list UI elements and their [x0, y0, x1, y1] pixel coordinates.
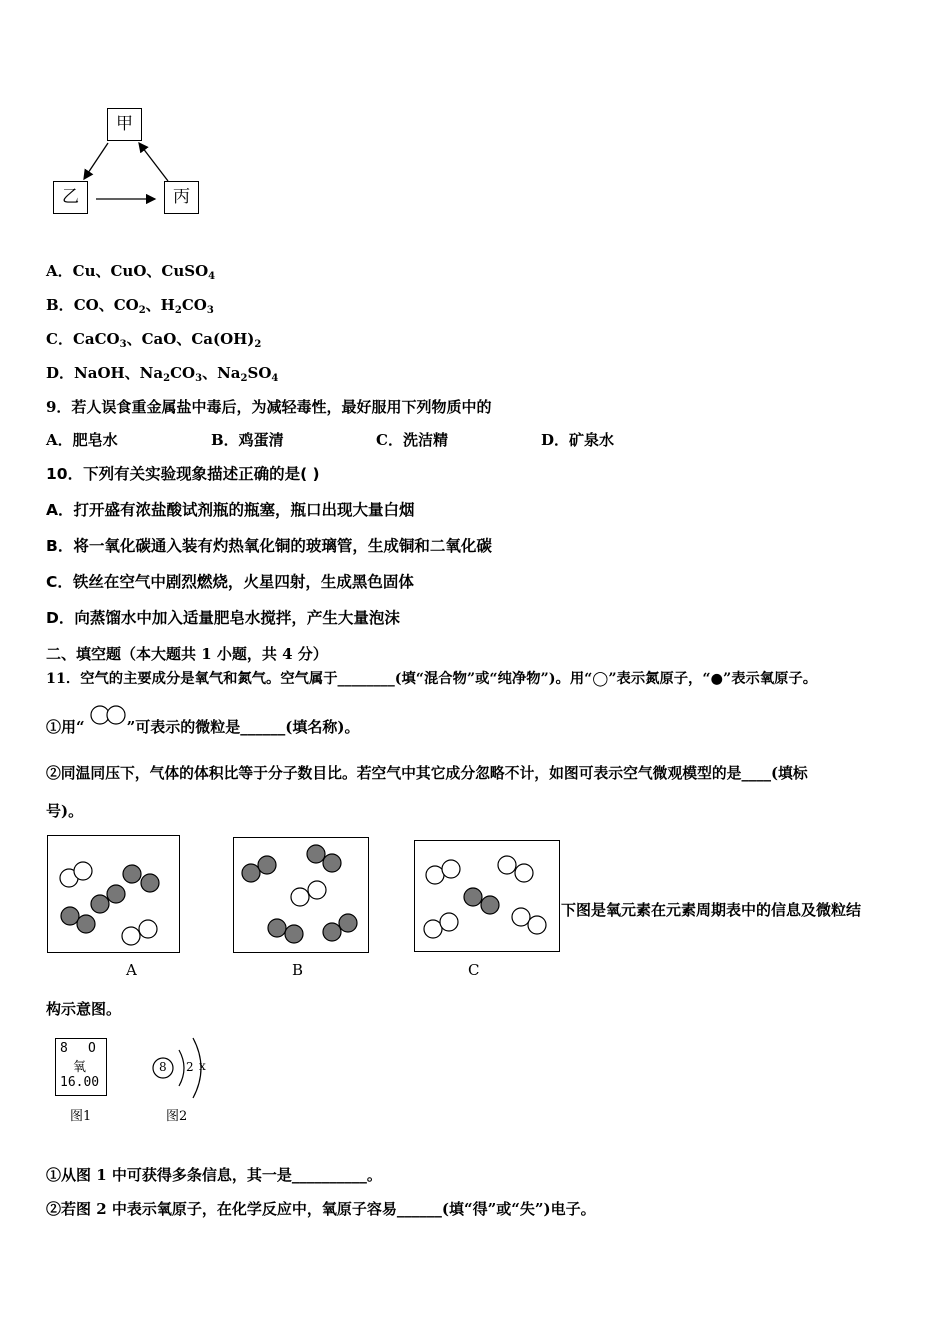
q11-stem: 11．空气的主要成分是氧气和氮气。空气属于________(填“混合物”或“纯净物”)。用“◯”表示氮原子，“●”表示氧原子。	[46, 671, 818, 687]
q11-part2-line2: 号)。	[46, 802, 84, 820]
model-a-label: A	[126, 961, 137, 979]
fig2-nucleus-charge: 8	[159, 1060, 167, 1074]
q9-stem: 9．若人误食重金属盐中毒后，为减轻毒性，最好服用下列物质中的	[46, 398, 492, 416]
model-c-molecules	[415, 841, 559, 951]
fig1-element-name: 氧	[73, 1060, 87, 1075]
q9-options	[46, 430, 614, 450]
nitrogen-molecule-icon	[86, 703, 132, 729]
q9-option-c: C．洗洁精	[376, 431, 448, 449]
q11-side-text-continued: 构示意图。	[46, 1000, 122, 1018]
q11-part1-suffix: ”可表示的微粒是______(填名称)。	[126, 718, 360, 736]
q8-option-a: A．Cu、CuO、CuSO$_4$	[46, 262, 216, 282]
model-b-molecules	[234, 838, 368, 952]
q9-option-b: B．鸡蛋清	[211, 431, 284, 449]
q10-option-c: C．铁丝在空气中剧烈燃烧，火星四射，生成黑色固体	[46, 573, 414, 591]
fig1-atomic-mass: 16.00	[60, 1075, 100, 1090]
q10-option-b: B．将一氧化碳通入装有灼热氧化铜的玻璃管，生成铜和二氧化碳	[46, 537, 492, 555]
fig1-atomic-number: 8	[60, 1041, 68, 1056]
diagram-label-left: 乙	[62, 187, 79, 207]
q10-option-d: D．向蒸馏水中加入适量肥皂水搅拌，产生大量泡沫	[46, 609, 400, 627]
model-c-label: C	[468, 961, 480, 979]
arrow-top-to-left	[84, 143, 108, 179]
q9-option-d: D．矿泉水	[541, 431, 615, 449]
model-c-box	[414, 840, 560, 952]
arrow-right-to-top	[139, 143, 168, 181]
fig2-shell1-electrons: 2	[186, 1060, 194, 1074]
fig1-caption: 图1	[70, 1109, 92, 1124]
model-b-label: B	[292, 961, 304, 979]
diagram-label-top: 甲	[116, 114, 133, 134]
model-b-box	[233, 837, 369, 953]
q8-option-b: B．CO、$CO_2$、$H_2CO_3$	[46, 296, 214, 316]
q10-stem: 10．下列有关实验现象描述正确的是( )	[46, 465, 320, 483]
fig2-caption: 图2	[166, 1109, 188, 1124]
fig1-element-cell	[55, 1038, 107, 1096]
model-a-box	[47, 835, 180, 953]
q11-side-text: 下图是氧元素在元素周期表中的信息及微粒结	[561, 901, 862, 919]
diagram-label-right: 丙	[173, 187, 190, 207]
fig2-shell2-electrons: x	[199, 1059, 206, 1073]
fig1-element-symbol: O	[88, 1041, 96, 1056]
q11-part4: ②若图 2 中表示氧原子，在化学反应中，氧原子容易______(填“得”或“失”)电子。	[46, 1200, 596, 1218]
q11-part2-line1: ②同温同压下，气体的体积比等于分子数目比。若空气中其它成分忽略不计，如图可表示空气微观模型的是____(填标	[46, 765, 808, 782]
diagram-arrows	[0, 0, 260, 240]
q10-option-a: A．打开盛有浓盐酸试剂瓶的瓶塞，瓶口出现大量白烟	[46, 501, 415, 519]
q11-part3: ①从图 1 中可获得多条信息，其一是__________。	[46, 1166, 382, 1184]
q8-option-d: D．NaOH、$Na_2CO_3$、$Na_2SO_4$	[46, 364, 279, 384]
model-a-molecules	[48, 836, 179, 952]
section2-heading: 二、填空题（本大题共 1 小题，共 4 分）	[46, 645, 328, 663]
q11-part1-prefix: ①用“	[46, 718, 85, 736]
q9-option-a: A．肥皂水	[46, 431, 118, 449]
q8-option-c: C．CaCO$_3$、CaO、$Ca(OH)_2$	[46, 330, 262, 350]
